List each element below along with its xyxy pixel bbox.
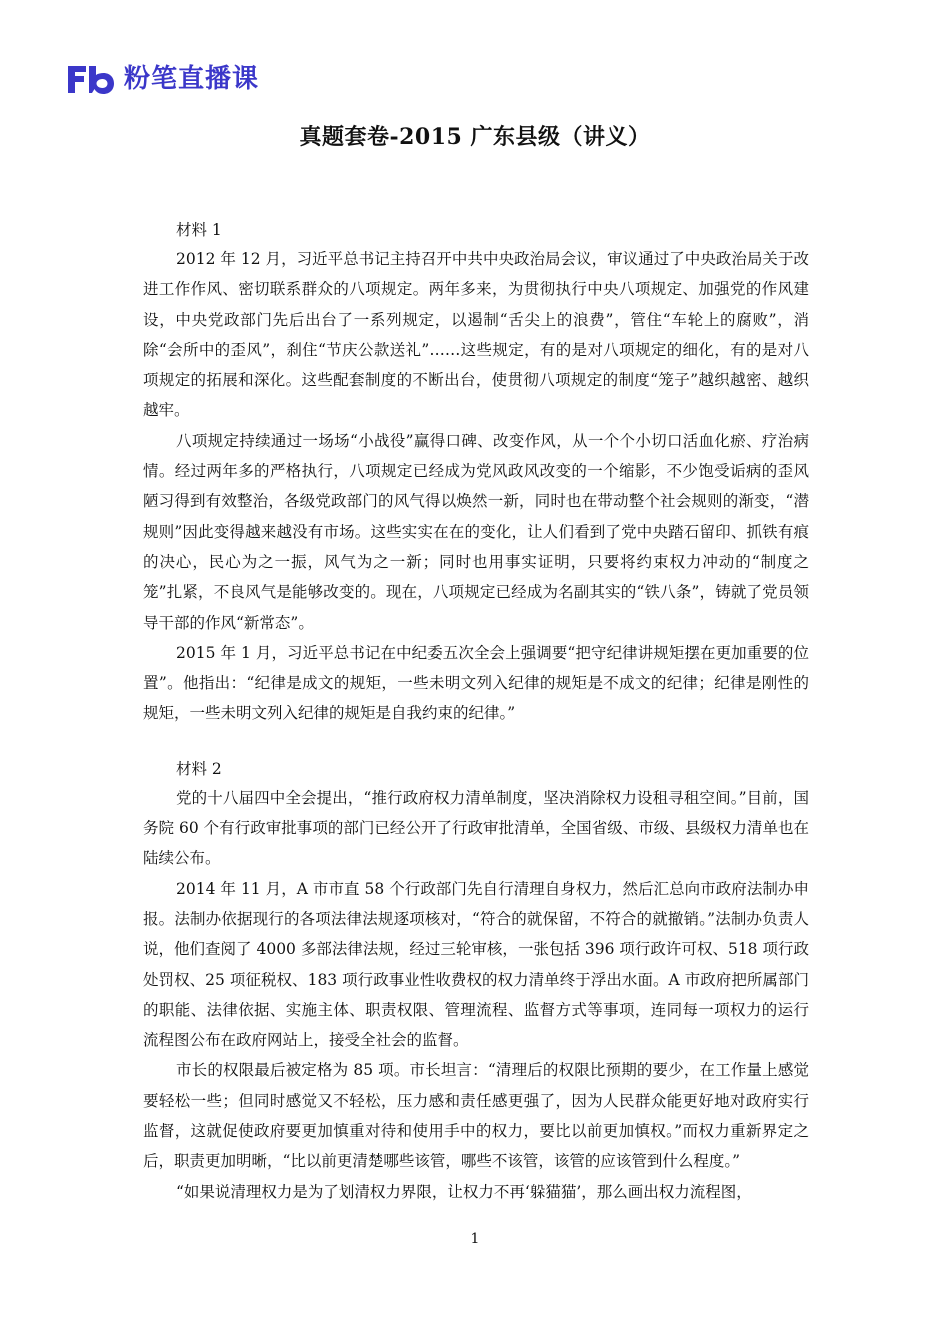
paragraph: 市长的权限最后被定格为 85 项。市长坦言：“清理后的权限比预期的要少，在工作量上感觉要轻松一些；但同时感觉又不轻松，压力感和责任感更强了，因为人民群众能更好地对政府实行监督，这就促使政府要更加慎重对待和使用手中的权力，要比以前更加慎权。”而权力重新界定之后，职责更加明晰，“比以前更清楚哪些该管，哪些不该管，该管的应该管到什么程度。”	[143, 1061, 809, 1171]
section-heading: 材料 1	[176, 221, 222, 239]
section-material-1	[143, 216, 809, 729]
fenbi-logo-icon	[66, 62, 116, 96]
section-material-2	[143, 755, 809, 1207]
paragraph: 党的十八届四中全会提出，“推行政府权力清单制度，坚决消除权力设租寻租空间。”目前，国务院 60 个有行政审批事项的部门已经公开了行政审批清单，全国省级、市级、县级权力清单也在陆续公布。	[143, 788, 809, 868]
paragraph: 2015 年 1 月，习近平总书记在中纪委五次全会上强调要“把守纪律讲规矩摆在更加重要的位置”。他指出：“纪律是成文的规矩，一些未明文列入纪律的规矩是不成文的纪律；纪律是刚性的规矩，一些未明文列入纪律的规矩是自我约束的纪律。”	[143, 643, 809, 723]
logo-text: 粉笔直播课	[124, 64, 260, 94]
section-spacer	[143, 729, 809, 755]
brand-logo	[66, 62, 259, 96]
paragraph: “如果说清理权力是为了划清权力界限，让权力不再‘躲猫猫’，那么画出权力流程图，	[176, 1182, 752, 1201]
section-heading: 材料 2	[176, 759, 222, 778]
document-title: 真题套卷-2015 广东县级（讲义）	[299, 124, 651, 150]
paragraph: 2014 年 11 月，A 市市直 58 个行政部门先自行清理自身权力，然后汇总向市政府法制办申报。法制办依据现行的各项法律法规逐项核对，“符合的就保留，不符合的就撤销。”法制办负责人说，他们查阅了 4000 多部法律法规，经过三轮审核，一张包括 396 项行政许可权、518 项行政处罚权、25 项征税权、183 项行政事业性收费权的权力清单终于浮出水面。A 市政府把所属部门的职能、法律依据、实施主体、职责权限、管理流程、监督方式等事项，连同每一项权力的运行流程图公布在政府网站上，接受全社会的监督。	[143, 879, 809, 1050]
page-number: 1	[470, 1231, 480, 1247]
paragraph: 八项规定持续通过一场场“小战役”赢得口碑、改变作风，从一个个小切口活血化瘀、疗治病情。经过两年多的严格执行，八项规定已经成为党风政风改变的一个缩影，不少饱受诟病的歪风陋习得到有效整治，各级党政部门的风气得以焕然一新，同时也在带动整个社会规则的渐变，“潜规则”因此变得越来越没有市场。这些实实在在的变化，让人们看到了党中央踏石留印、抓铁有痕的决心，民心为之一振，风气为之一新；同时也用事实证明，只要将约束权力冲动的“制度之笼”扎紧，不良风气是能够改变的。现在，八项规定已经成为名副其实的“铁八条”，铸就了党员领导干部的作风“新常态”。	[143, 431, 809, 632]
document-body	[143, 216, 809, 1207]
paragraph: 2012 年 12 月，习近平总书记主持召开中共中央政治局会议，审议通过了中央政治局关于改进工作作风、密切联系群众的八项规定。两年多来，为贯彻执行中央八项规定、加强党的作风建设，中央党政部门先后出台了一系列规定，以遏制“舌尖上的浪费”，管住“车轮上的腐败”，消除“会所中的歪风”，刹住“节庆公款送礼”……这些规定，有的是对八项规定的细化，有的是对八项规定的拓展和深化。这些配套制度的不断出台，使贯彻八项规定的制度“笼子”越织越密、越织越牢。	[143, 250, 809, 420]
